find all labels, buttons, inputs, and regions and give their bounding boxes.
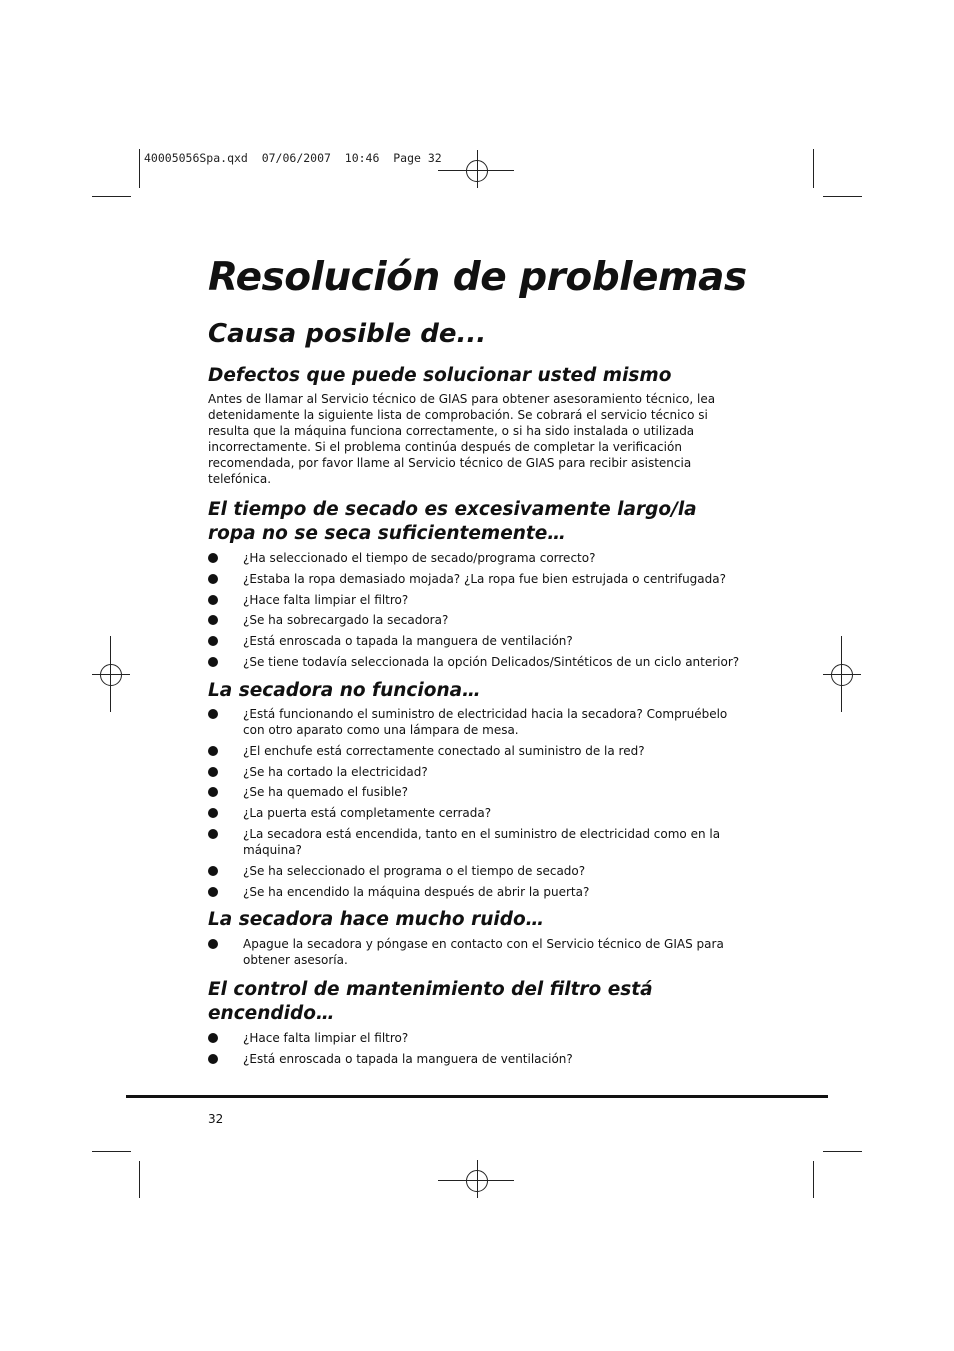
section-heading: El control de mantenimiento del filtro está encendido… xyxy=(208,979,653,1024)
bullet-icon xyxy=(208,636,218,646)
bullet-icon xyxy=(208,808,218,818)
list-item: Apague la secadora y póngase en contacto con el Servicio técnico de GIAS para obtener asesoría. xyxy=(208,936,748,968)
bullet-list xyxy=(208,550,748,675)
crop-mark xyxy=(92,1151,131,1152)
crop-mark xyxy=(110,636,111,712)
bullet-icon xyxy=(208,787,218,797)
bullet-icon xyxy=(208,829,218,839)
list-item: ¿Hace falta limpiar el filtro? xyxy=(208,1030,748,1046)
bullet-icon xyxy=(208,767,218,777)
bullet-icon xyxy=(208,615,218,625)
crop-mark xyxy=(823,674,861,675)
bullet-icon xyxy=(208,595,218,605)
list-item: ¿El enchufe está correctamente conectado al suministro de la red? xyxy=(208,743,748,759)
list-item: ¿Se ha sobrecargado la secadora? xyxy=(208,612,748,628)
intro-paragraph: Antes de llamar al Servicio técnico de GIAS para obtener asesoramiento técnico, lea detenidamente la siguiente lista de comprobación. Se cobrará el servicio técnico si resulta que la máquina funciona correctamente, o si ha sido instalada o utilizada incorrectamente. Si el problema continúa después de completar la verificación recomendada, por favor llame al Servicio técnico de GIAS para recibir asistencia telefónica. xyxy=(208,392,716,486)
crop-mark xyxy=(477,1160,478,1198)
page-title: Resolución de problemas xyxy=(208,255,747,300)
crop-mark xyxy=(92,674,130,675)
bullet-list xyxy=(208,1030,748,1072)
section-heading: La secadora no funciona… xyxy=(208,680,481,701)
list-item: ¿Se ha seleccionado el programa o el tiempo de secado? xyxy=(208,863,748,879)
crop-mark xyxy=(438,170,514,171)
list-item: ¿La puerta está completamente cerrada? xyxy=(208,805,748,821)
bullet-icon xyxy=(208,887,218,897)
print-slug: 40005056Spa.qxd 07/06/2007 10:46 Page 32 xyxy=(144,151,442,165)
bullet-icon xyxy=(208,1033,218,1043)
list-item: ¿Está enroscada o tapada la manguera de ventilación? xyxy=(208,633,748,649)
page-subtitle: Causa posible de... xyxy=(208,319,487,349)
crop-mark xyxy=(813,149,814,188)
crop-mark xyxy=(477,150,478,188)
bullet-icon xyxy=(208,746,218,756)
crop-mark xyxy=(813,1161,814,1198)
crop-mark xyxy=(92,196,131,197)
list-item: ¿Está funcionando el suministro de electricidad hacia la secadora? Compruébelo con otro aparato como una lámpara de mesa. xyxy=(208,706,748,738)
crop-mark xyxy=(823,196,862,197)
crop-mark xyxy=(139,1161,140,1198)
registration-mark-icon xyxy=(100,664,122,686)
crop-mark xyxy=(139,149,140,188)
list-item: ¿Hace falta limpiar el filtro? xyxy=(208,592,748,608)
list-item: ¿Ha seleccionado el tiempo de secado/programa correcto? xyxy=(208,550,748,566)
section-heading: El tiempo de secado es excesivamente largo/la ropa no se seca suficientemente… xyxy=(208,499,697,544)
bullet-icon xyxy=(208,939,218,949)
bullet-list xyxy=(208,936,748,973)
section-heading: La secadora hace mucho ruido… xyxy=(208,909,545,930)
list-item: ¿Se ha cortado la electricidad? xyxy=(208,764,748,780)
crop-mark xyxy=(438,1180,514,1181)
list-item: ¿Se ha quemado el fusible? xyxy=(208,784,748,800)
bullet-icon xyxy=(208,709,218,719)
bullet-list xyxy=(208,706,748,904)
bullet-icon xyxy=(208,1054,218,1064)
registration-mark-icon xyxy=(831,664,853,686)
crop-mark xyxy=(823,1151,862,1152)
page-number: 32 xyxy=(208,1112,224,1126)
list-item: ¿Se tiene todavía seleccionada la opción Delicados/Sintéticos de un ciclo anterior? xyxy=(208,654,748,670)
bullet-icon xyxy=(208,657,218,667)
bullet-icon xyxy=(208,553,218,563)
crop-mark xyxy=(841,636,842,712)
section-heading: Defectos que puede solucionar usted mismo xyxy=(208,365,672,386)
list-item: ¿Estaba la ropa demasiado mojada? ¿La ropa fue bien estrujada o centrifugada? xyxy=(208,571,748,587)
list-item: ¿La secadora está encendida, tanto en el suministro de electricidad como en la máquina? xyxy=(208,826,748,858)
list-item: ¿Está enroscada o tapada la manguera de ventilación? xyxy=(208,1051,748,1067)
footer-rule xyxy=(126,1095,828,1098)
list-item: ¿Se ha encendido la máquina después de abrir la puerta? xyxy=(208,884,748,900)
bullet-icon xyxy=(208,866,218,876)
bullet-icon xyxy=(208,574,218,584)
